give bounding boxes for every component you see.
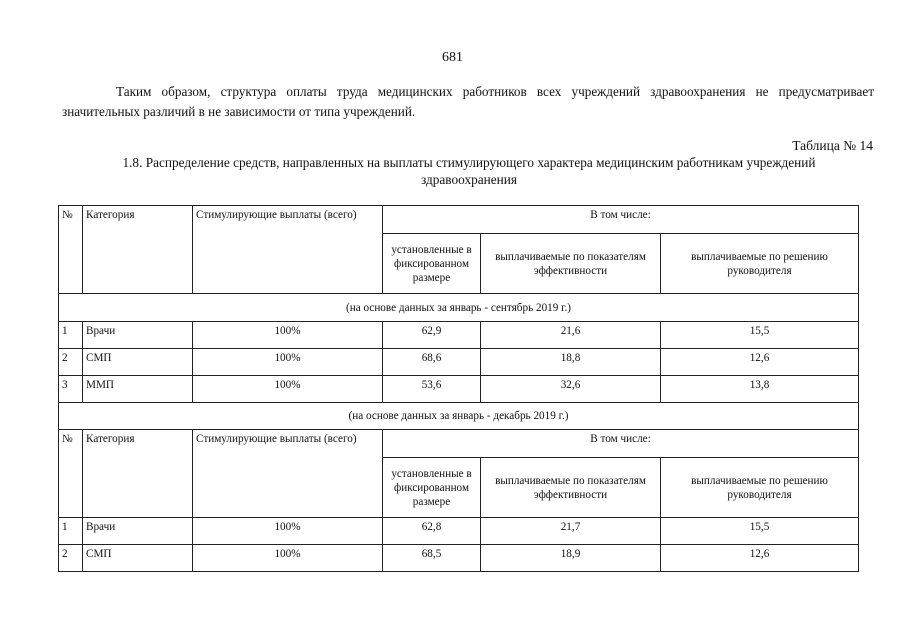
header-total: Стимулирующие выплаты (всего) [193, 430, 383, 518]
period-label: (на основе данных за январь - сентябрь 2019 г.) [59, 294, 859, 322]
table-row [59, 349, 859, 376]
table-row [59, 322, 859, 349]
header-category: Категория [83, 430, 193, 518]
body-paragraph: Таким образом, структура оплаты труда медицинских работников всех учреждений здравоохранения не предусматривает значительных различий в не зависимости от типа учреждений. [62, 84, 874, 119]
cell-fixed: 62,9 [383, 322, 481, 349]
cell-total: 100% [193, 322, 383, 349]
cell-num: 1 [59, 322, 83, 349]
cell-performance: 18,9 [481, 545, 661, 572]
header-manager: выплачиваемые по решению руководителя [661, 234, 859, 294]
table-number: Таблица № 14 [792, 138, 873, 153]
cell-total: 100% [193, 545, 383, 572]
cell-category: ММП [83, 376, 193, 403]
cell-performance: 32,6 [481, 376, 661, 403]
page-number: 681 [442, 50, 463, 65]
header-num: № [59, 206, 83, 294]
cell-num: 2 [59, 349, 83, 376]
cell-performance: 21,6 [481, 322, 661, 349]
cell-category: СМП [83, 545, 193, 572]
cell-performance: 21,7 [481, 518, 661, 545]
table-caption: 1.8. Распределение средств, направленных на выплаты стимулирующего характера медицинским работникам учреждений здравоохранения [122, 155, 816, 187]
cell-total: 100% [193, 376, 383, 403]
header-performance: выплачиваемые по показателям эффективности [481, 458, 661, 518]
distribution-table [58, 205, 859, 572]
cell-total: 100% [193, 518, 383, 545]
cell-manager: 12,6 [661, 545, 859, 572]
cell-total: 100% [193, 349, 383, 376]
header-num: № [59, 430, 83, 518]
header-category: Категория [83, 206, 193, 294]
cell-manager: 15,5 [661, 322, 859, 349]
cell-manager: 13,8 [661, 376, 859, 403]
header-including: В том числе: [383, 206, 859, 234]
header-fixed: установленные в фиксированном размере [383, 234, 481, 294]
table-row [59, 518, 859, 545]
cell-num: 2 [59, 545, 83, 572]
cell-category: СМП [83, 349, 193, 376]
cell-fixed: 68,5 [383, 545, 481, 572]
header-fixed: установленные в фиксированном размере [383, 458, 481, 518]
cell-fixed: 53,6 [383, 376, 481, 403]
header-performance: выплачиваемые по показателям эффективности [481, 234, 661, 294]
period-label: (на основе данных за январь - декабрь 2019 г.) [59, 403, 859, 430]
table-row [59, 545, 859, 572]
header-including: В том числе: [383, 430, 859, 458]
cell-manager: 15,5 [661, 518, 859, 545]
cell-fixed: 68,6 [383, 349, 481, 376]
cell-num: 3 [59, 376, 83, 403]
header-manager: выплачиваемые по решению руководителя [661, 458, 859, 518]
cell-performance: 18,8 [481, 349, 661, 376]
cell-manager: 12,6 [661, 349, 859, 376]
cell-category: Врачи [83, 518, 193, 545]
cell-category: Врачи [83, 322, 193, 349]
cell-num: 1 [59, 518, 83, 545]
cell-fixed: 62,8 [383, 518, 481, 545]
table-row [59, 376, 859, 403]
header-total: Стимулирующие выплаты (всего) [193, 206, 383, 294]
